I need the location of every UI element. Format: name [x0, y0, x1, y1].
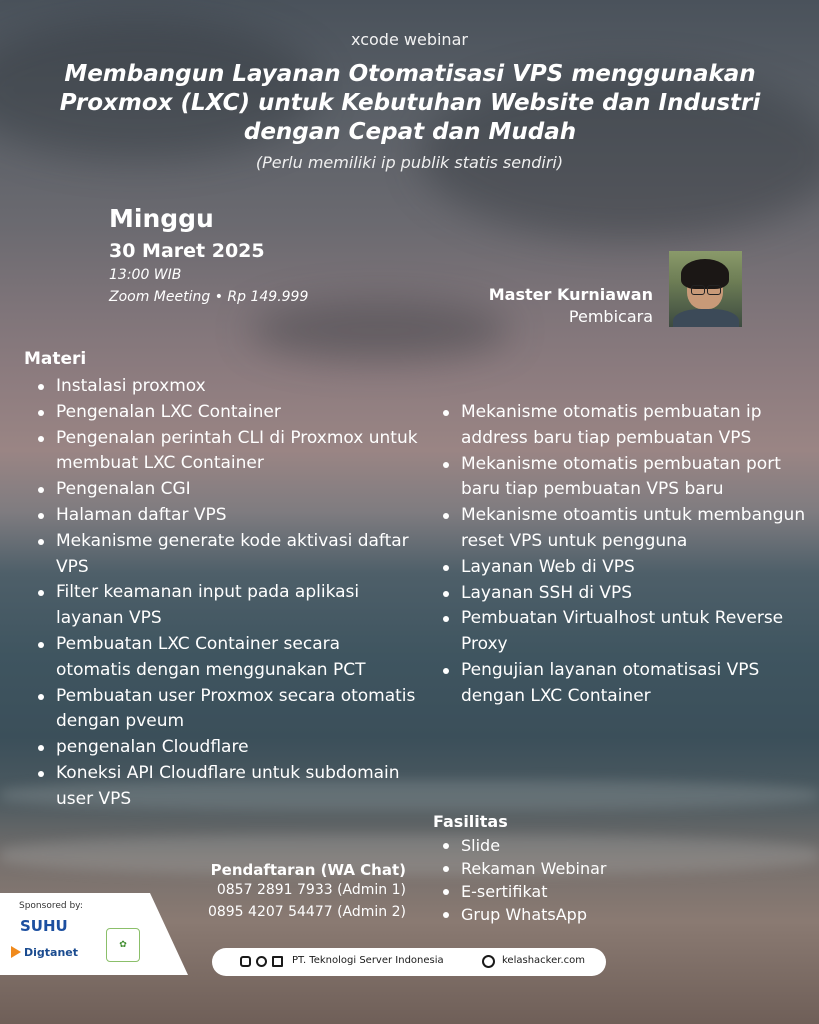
- linkedin-icon[interactable]: [272, 956, 283, 967]
- materi-item: Filter keamanan input pada aplikasi layanan VPS: [35, 580, 420, 632]
- fasilitas-item: Grup WhatsApp: [440, 903, 690, 926]
- materi-item: Pembuatan LXC Container secara otomatis dengan menggunakan PCT: [35, 632, 420, 684]
- fasilitas-item: Rekaman Webinar: [440, 857, 690, 880]
- fasilitas-item: Slide: [440, 834, 690, 857]
- title-line: Proxmox (LXC) untuk Kebutuhan Website dan Industri: [59, 90, 761, 116]
- sponsor-logo-digtanet: Digtanet: [24, 946, 79, 959]
- footer-company: PT. Teknologi Server Indonesia: [292, 955, 444, 966]
- materi-item: Koneksi API Cloudflare untuk subdomain user VPS: [35, 761, 420, 813]
- materi-item: Mekanisme otomatis pembuatan ip address baru tiap pembuatan VPS: [440, 400, 810, 452]
- materi-item: Halaman daftar VPS: [35, 503, 420, 529]
- sponsor-label: Sponsored by:: [19, 901, 83, 911]
- materi-list-right: [440, 400, 810, 710]
- materi-heading: Materi: [24, 349, 87, 369]
- materi-item: Instalasi proxmox: [35, 374, 420, 400]
- materi-item: Pengenalan LXC Container: [35, 400, 420, 426]
- materi-item: Pembuatan Virtualhost untuk Reverse Proxy: [440, 606, 810, 658]
- materi-item: Mekanisme otomatis pembuatan port baru tiap pembuatan VPS baru: [440, 452, 810, 504]
- sponsor-logo-emblem-icon: ✿: [106, 928, 140, 962]
- speaker-name: Master Kurniawan: [488, 285, 653, 304]
- webinar-subtitle: (Perlu memiliki ip publik statis sendiri): [255, 153, 564, 172]
- brand-label: xcode webinar: [351, 30, 468, 49]
- instagram-icon[interactable]: [240, 956, 251, 967]
- registration-phone-admin2[interactable]: 0895 4207 54477 (Admin 2): [207, 904, 406, 920]
- registration-heading: Pendaftaran (WA Chat): [210, 861, 406, 879]
- materi-item: Mekanisme generate kode aktivasi daftar VPS: [35, 529, 420, 581]
- title-line: dengan Cepat dan Mudah: [243, 119, 577, 145]
- sponsor-logo-suhu: SUHU: [20, 917, 68, 935]
- materi-item: Pembuatan user Proxmox secara otomatis dengan pveum: [35, 684, 420, 736]
- speaker-photo: [669, 251, 742, 327]
- registration-phone-admin1[interactable]: 0857 2891 7933 (Admin 1): [216, 882, 406, 898]
- event-day: Minggu: [109, 204, 214, 233]
- materi-item: Mekanisme otoamtis untuk membangun reset VPS untuk pengguna: [440, 503, 810, 555]
- photo-hair-shape: [681, 259, 729, 289]
- speaker-role: Pembicara: [568, 307, 653, 326]
- materi-item: pengenalan Cloudflare: [35, 735, 420, 761]
- event-time: 13:00 WIB: [109, 267, 182, 283]
- event-venue-price: Zoom Meeting • Rp 149.999: [109, 289, 309, 305]
- photo-glasses-shape: [707, 285, 721, 295]
- fasilitas-list: [440, 834, 690, 926]
- fasilitas-heading: Fasilitas: [433, 812, 508, 831]
- materi-item: Pengenalan CGI: [35, 477, 420, 503]
- materi-item: Layanan Web di VPS: [440, 555, 810, 581]
- materi-item: Pengujian layanan otomatisasi VPS dengan LXC Container: [440, 658, 810, 710]
- photo-glasses-shape: [691, 285, 705, 295]
- materi-item: Pengenalan perintah CLI di Proxmox untuk membuat LXC Container: [35, 426, 420, 478]
- webinar-title: [40, 60, 780, 147]
- title-line: Membangun Layanan Otomatisasi VPS menggunakan: [64, 61, 756, 87]
- fasilitas-item: E-sertifikat: [440, 880, 690, 903]
- globe-icon: [482, 955, 495, 968]
- youtube-icon[interactable]: [256, 956, 267, 967]
- photo-body-shape: [673, 309, 739, 327]
- footer-website-link[interactable]: kelashacker.com: [502, 955, 585, 966]
- materi-list-left: [35, 374, 420, 813]
- event-date: 30 Maret 2025: [109, 240, 265, 262]
- materi-item: Layanan SSH di VPS: [440, 581, 810, 607]
- sea-wave-decoration: [0, 835, 819, 875]
- cloud-decoration: [250, 300, 510, 360]
- footer-bar: [212, 948, 606, 976]
